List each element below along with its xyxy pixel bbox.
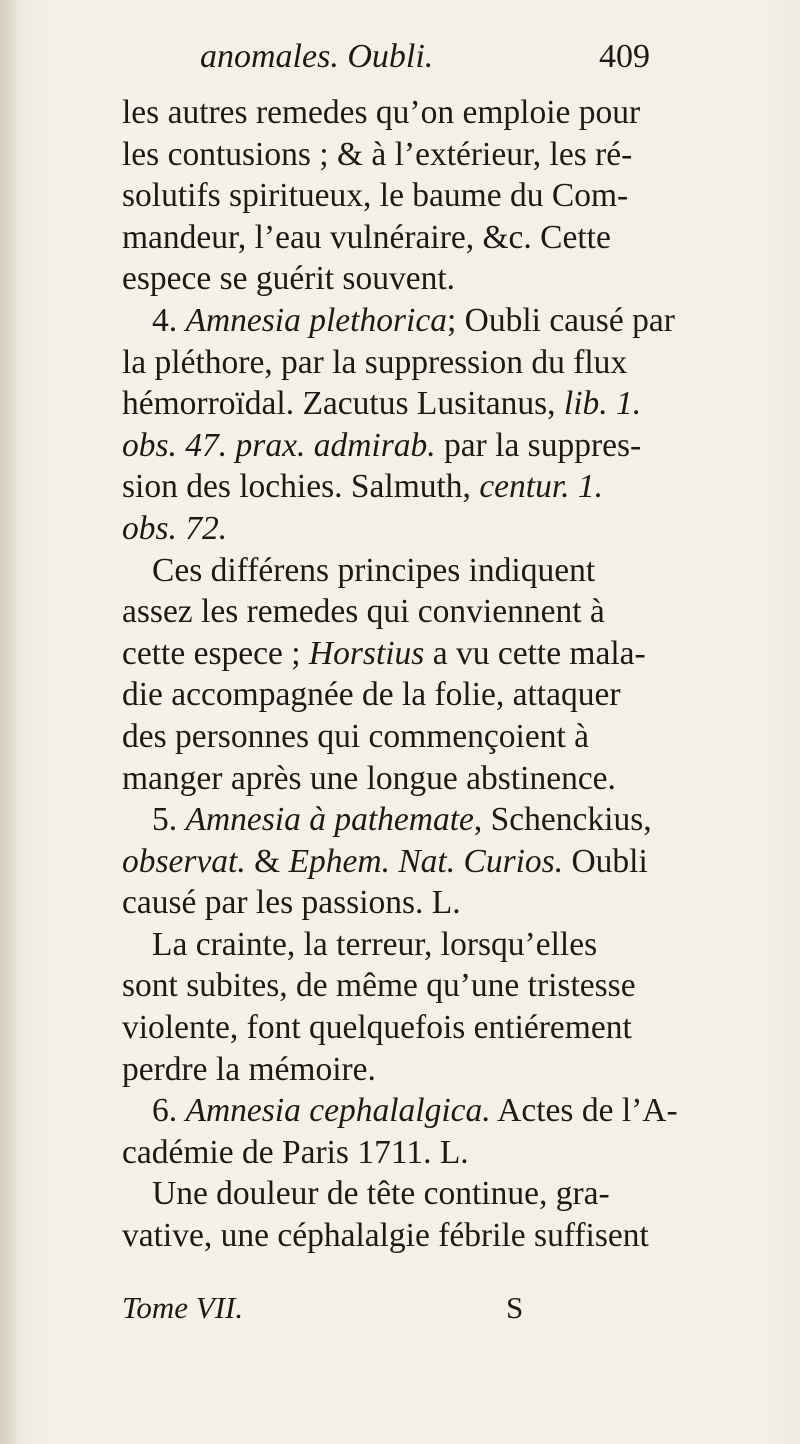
text-line (122, 716, 712, 758)
text-segment: die accompagnée de la folie, attaquer (122, 676, 621, 714)
text-segment: violente, font quelquefois entiérement (122, 1009, 632, 1047)
page-footer (122, 1290, 712, 1332)
italic-text-segment: Horstius (308, 634, 425, 672)
page-number: 409 (599, 38, 650, 75)
text-segment: cette espece ; (122, 634, 309, 672)
italic-text-segment: obs. 47. prax. admirab. (122, 426, 436, 464)
text-line (122, 1049, 712, 1091)
text-line (122, 175, 712, 217)
text-line (122, 674, 712, 716)
text-segment: des personnes qui commençoient à (122, 717, 590, 755)
text-segment: & (245, 842, 289, 880)
italic-text-segment: Ephem. Nat. Curios. (288, 842, 564, 880)
text-line (122, 134, 712, 176)
text-line (122, 1173, 712, 1215)
text-segment: les contusions ; & à l’extérieur, les ré- (122, 135, 633, 173)
text-line (122, 425, 712, 467)
text-segment: sont subites, de même qu’une tristesse (122, 967, 636, 1005)
text-segment: cadémie de Paris 1711. L. (122, 1133, 469, 1171)
text-segment: par la suppres- (435, 426, 642, 464)
text-line (122, 92, 712, 134)
signature-mark: S (506, 1290, 524, 1325)
text-segment: a vu cette mala- (424, 634, 646, 672)
italic-text-segment: obs. 72. (122, 509, 228, 547)
text-line (122, 1090, 712, 1132)
text-line (122, 300, 712, 342)
italic-text-segment: lib. 1. (563, 385, 642, 423)
text-segment: solutifs spiritueux, le baume du Com- (122, 177, 629, 215)
text-line (122, 591, 712, 633)
text-line (122, 758, 712, 800)
italic-text-segment: observat. (122, 842, 246, 880)
text-line (122, 383, 712, 425)
italic-text-segment: Amnesia à pathemate (185, 801, 474, 839)
text-segment: Une douleur de tête continue, gra- (152, 1175, 610, 1213)
text-segment: les autres remedes qu’on emploie pour (122, 94, 641, 131)
text-line (122, 882, 712, 924)
text-segment: manger après une longue abstinence. (122, 759, 616, 797)
italic-text-segment: Amnesia cephalalgica. (185, 1092, 491, 1130)
body-text (122, 92, 712, 1257)
text-line (122, 1132, 712, 1174)
text-line (122, 1007, 712, 1049)
text-line (122, 965, 712, 1007)
text-segment: hémorroïdal. Zacutus Lusitanus, (122, 385, 564, 423)
text-segment: 5. (152, 801, 186, 839)
text-segment: ; Oubli causé par (446, 301, 675, 339)
running-head: anomales. Oubli. (200, 38, 434, 75)
text-line (122, 841, 712, 883)
text-line (122, 508, 712, 550)
text-segment: sion des lochies. Salmuth, (122, 468, 480, 506)
text-segment: , Schenckius, (473, 801, 652, 839)
text-segment: la pléthore, par la suppression du flux (122, 343, 628, 381)
page-header (200, 38, 650, 88)
text-line (122, 258, 712, 300)
text-line (122, 466, 712, 508)
text-segment: Ces différens principes indiquent (152, 551, 596, 589)
text-segment: Actes de l’A- (490, 1092, 678, 1130)
volume-label: Tome VII. (122, 1290, 244, 1325)
text-segment: mandeur, l’eau vulnéraire, &c. Cette (122, 218, 611, 256)
text-segment: La crainte, la terreur, lorsqu’elles (152, 925, 598, 963)
text-segment: assez les remedes qui conviennent à (122, 593, 605, 631)
text-segment: Oubli (563, 842, 648, 880)
italic-text-segment: centur. 1. (479, 468, 604, 506)
text-line (122, 633, 712, 675)
text-line (122, 799, 712, 841)
text-segment: vative, une céphalalgie fébrile suffisent (122, 1217, 649, 1255)
text-segment: causé par les passions. L. (122, 884, 461, 922)
page-gutter-shadow (0, 0, 20, 1444)
text-segment: 6. (152, 1092, 186, 1130)
italic-text-segment: Amnesia plethorica (185, 301, 447, 339)
text-segment: espece se guérit souvent. (122, 260, 456, 298)
text-line (122, 924, 712, 966)
text-line (122, 1215, 712, 1257)
text-line (122, 550, 712, 592)
text-segment: 4. (152, 301, 186, 339)
text-segment: perdre la mémoire. (122, 1050, 376, 1088)
text-line (122, 217, 712, 259)
text-line (122, 342, 712, 384)
